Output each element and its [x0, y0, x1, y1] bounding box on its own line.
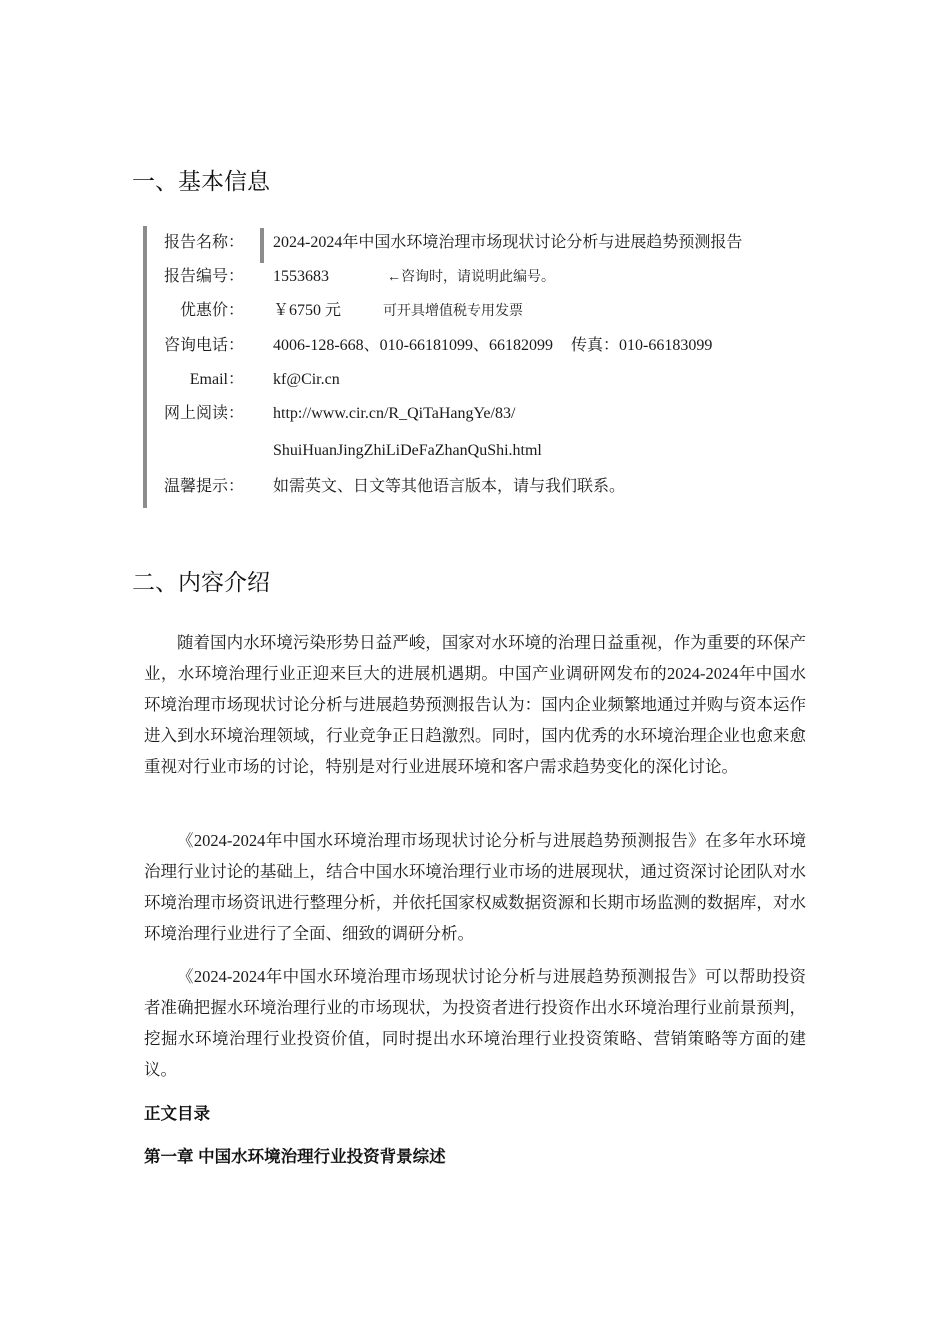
report-name-label: 报告名称： — [163, 234, 244, 251]
report-info-box — [143, 226, 827, 508]
online-url-line-1[interactable]: http://www.cir.cn/R_QiTaHangYe/83/ — [273, 405, 516, 422]
report-number-note: ←咨询时，请说明此编号。 — [387, 270, 555, 285]
phone-label: 咨询电话： — [163, 337, 244, 354]
intro-paragraph-3: 《2024-2024年中国水环境治理市场现状讨论分析与进展趋势预测报告》可以帮助投资者准确把握水环境治理行业的市场现状，为投资者进行投资作出水环境治理行业前景预判，挖掘水环境治理行业投资价值，同时提出水环境治理行业投资策略、营销策略等方面的建议。 — [144, 967, 806, 1079]
phone-value — [273, 335, 712, 357]
intro-paragraph-1: 随着国内水环境污染形势日益严峻，国家对水环境的治理日益重视，作为重要的环保产业，水环境治理行业正迎来巨大的进展机遇期。中国产业调研网发布的2024-2024年中国水环境治理市场现状讨论分析与进展趋势预测报告认为：国内企业频繁地通过并购与资本运作进入到水环境治理领域，行业竞争正日趋激烈。同时，国内优秀的水环境治理企业也愈来愈重视对行业市场的讨论，特别是对行业进展环境和客户需求趋势变化的深化讨论。 — [144, 633, 806, 776]
intro-paragraph-2: 《2024-2024年中国水环境治理市场现状讨论分析与进展趋势预测报告》在多年水环境治理行业讨论的基础上，结合中国水环境治理行业市场的进展现状，通过资深讨论团队对水环境治理市场资讯进行整理分析，并依托国家权威数据资源和长期市场监测的数据库，对水环境治理行业进行了全面、细致的调研分析。 — [144, 831, 806, 943]
section-heading-content: 二、内容介绍 — [132, 569, 270, 595]
phone-numbers: 4006-128-668、010-66181099、66182099 — [273, 337, 553, 354]
tip-value: 如需英文、日文等其他语言版本，请与我们联系。 — [273, 478, 626, 495]
toc-title: 正文目录 — [144, 1105, 210, 1123]
price-note: 可开具增值税专用发票 — [383, 304, 523, 319]
toc-chapter-1: 第一章 中国水环境治理行业投资背景综述 — [144, 1148, 446, 1166]
online-url-line-2[interactable]: ShuiHuanJingZhiLiDeFaZhanQuShi.html — [273, 442, 542, 459]
report-number-label: 报告编号： — [163, 268, 244, 285]
report-number-value: 1553683 — [273, 268, 329, 285]
price-value: ￥6750 元 — [273, 302, 342, 319]
price-label: 优惠价： — [179, 302, 244, 319]
section-heading-basic-info: 一、基本信息 — [132, 168, 270, 194]
report-name-value: 2024-2024年中国水环境治理市场现状讨论分析与进展趋势预测报告 — [273, 234, 743, 251]
title-marker-bar — [260, 228, 264, 263]
tip-label: 温馨提示： — [163, 478, 244, 495]
email-label: Email： — [189, 371, 244, 388]
email-value[interactable]: kf@Cir.cn — [273, 371, 340, 388]
fax-number: 传真：010-66183099 — [571, 337, 713, 354]
online-label: 网上阅读： — [163, 405, 244, 422]
